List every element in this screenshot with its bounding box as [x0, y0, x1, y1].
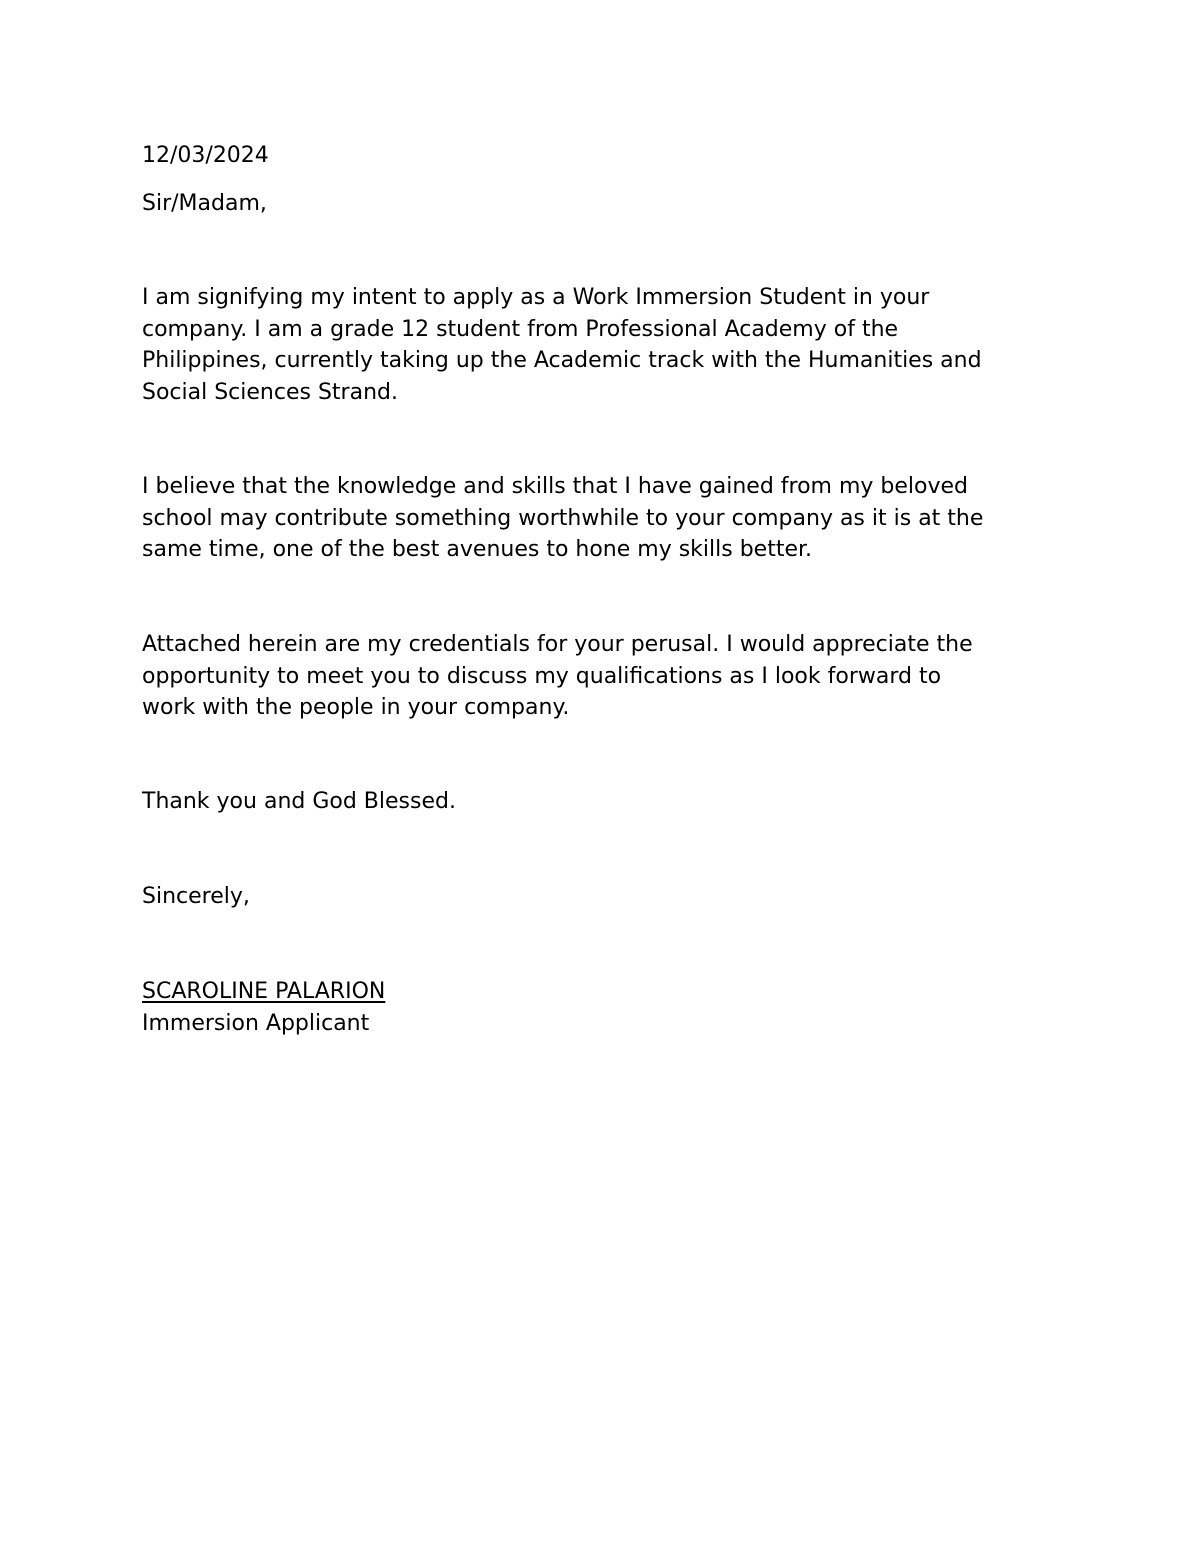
- letter-thanks: Thank you and God Blessed.: [142, 789, 456, 814]
- paragraph-line: work with the people in your company.: [142, 695, 570, 720]
- paragraph-line: opportunity to meet you to discuss my qualifications as I look forward to: [142, 663, 942, 689]
- paragraph-line: Social Sciences Strand.: [142, 379, 398, 405]
- paragraph-line: company. I am a grade 12 student from Professional Academy of the: [142, 316, 899, 342]
- signature-name: SCAROLINE PALARION: [142, 979, 386, 1004]
- letter-salutation: Sir/Madam,: [142, 191, 267, 216]
- paragraph-line: I am signifying my intent to apply as a Work Immersion Student in your: [142, 285, 930, 310]
- paragraph-line: school may contribute something worthwhile to your company as it is at the: [142, 505, 984, 531]
- letter-date: 12/03/2024: [142, 143, 269, 168]
- signature-title: Immersion Applicant: [142, 1011, 370, 1036]
- paragraph-line: I believe that the knowledge and skills that I have gained from my beloved: [142, 474, 969, 499]
- paragraph-line: Attached herein are my credentials for your perusal. I would appreciate the: [142, 632, 973, 657]
- body-paragraph-2: [142, 471, 1062, 566]
- paragraph-line: same time, one of the best avenues to hone my skills better.: [142, 537, 813, 562]
- paragraph-line: Philippines, currently taking up the Academic track with the Humanities and: [142, 348, 982, 373]
- body-paragraph-1: [142, 282, 1062, 408]
- letter-closing: Sincerely,: [142, 884, 250, 909]
- body-paragraph-3: [142, 629, 1062, 724]
